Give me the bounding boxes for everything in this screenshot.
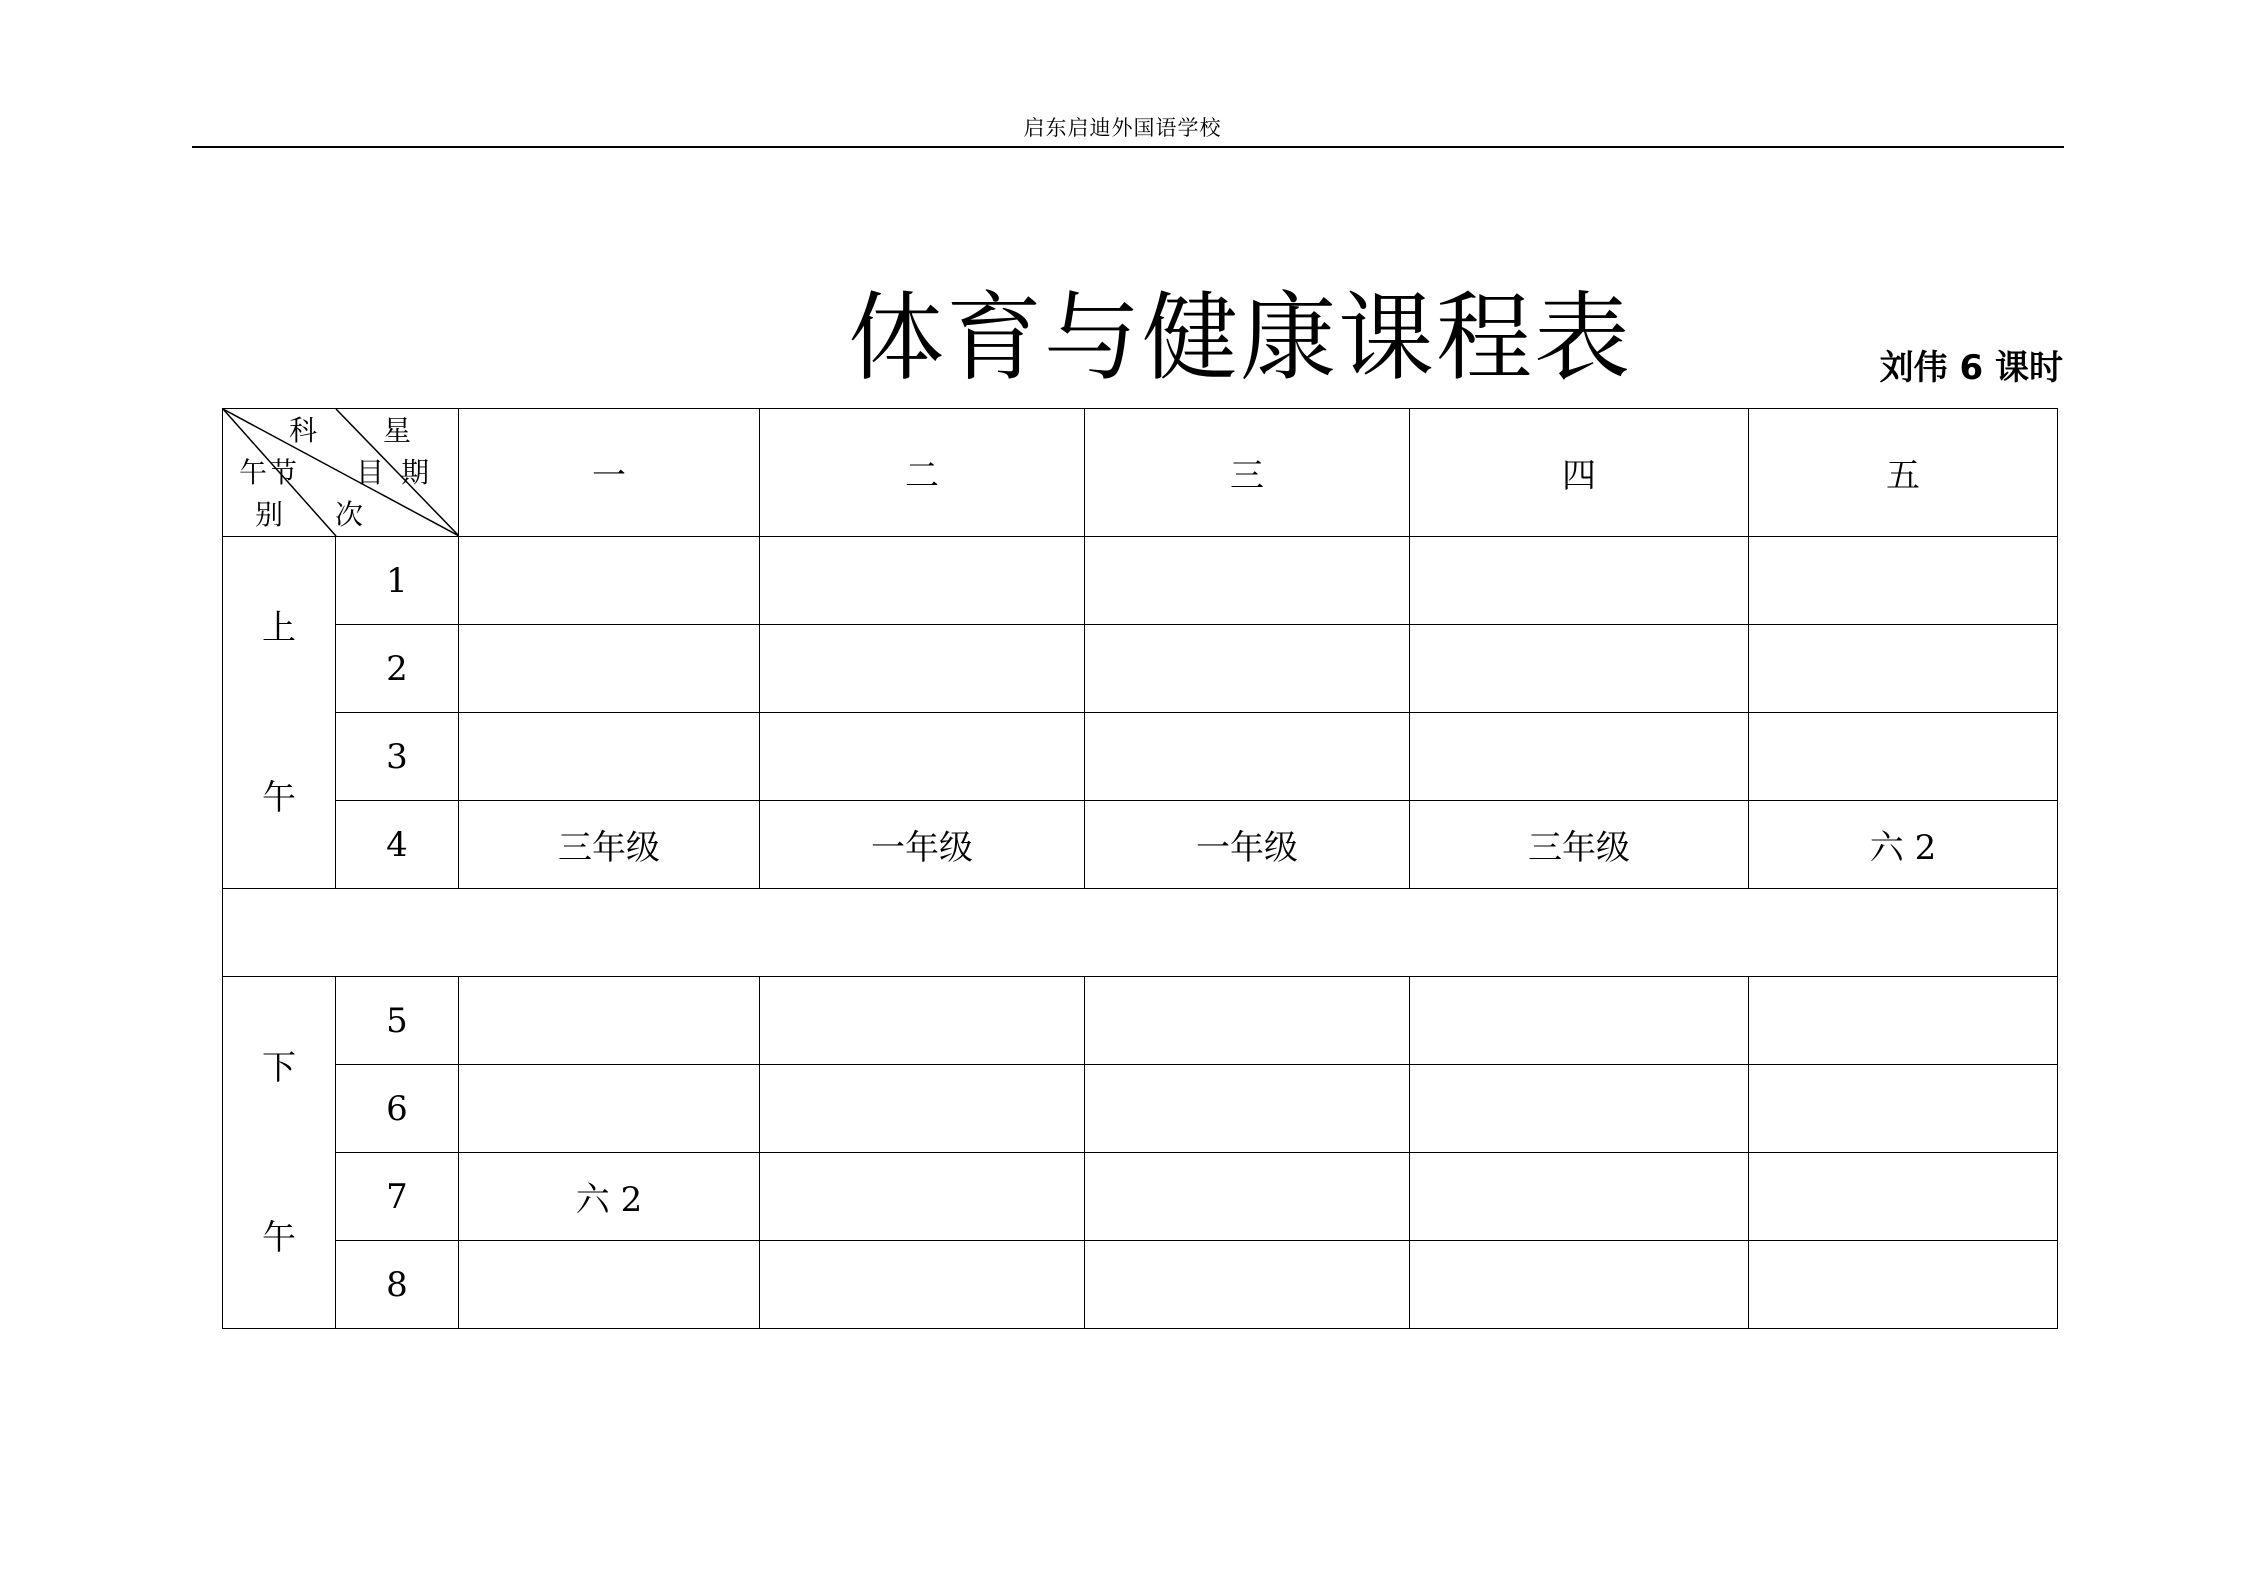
class-cell	[1085, 1153, 1410, 1241]
period-number: 4	[336, 801, 459, 889]
day-header-mon: 一	[459, 409, 760, 537]
session-afternoon	[223, 977, 336, 1329]
class-cell	[1749, 1153, 2058, 1241]
class-cell	[1085, 625, 1410, 713]
class-cell	[1410, 1241, 1749, 1329]
class-cell	[1085, 713, 1410, 801]
class-cell: 三年级	[1410, 801, 1749, 889]
class-cell	[1085, 537, 1410, 625]
class-cell: 六 2	[459, 1153, 760, 1241]
class-cell	[1410, 625, 1749, 713]
table-row	[223, 977, 2058, 1065]
corner-label-ke: 科	[289, 414, 318, 447]
table-row	[223, 713, 2058, 801]
class-cell	[760, 1065, 1085, 1153]
table-row	[223, 1153, 2058, 1241]
header-divider	[192, 146, 2064, 148]
class-cell	[1749, 1065, 2058, 1153]
day-header-wed: 三	[1085, 409, 1410, 537]
day-header-thu: 四	[1410, 409, 1749, 537]
midday-break-row	[223, 889, 2058, 977]
corner-label-mu: 目	[356, 456, 385, 489]
corner-label-qi: 期	[401, 456, 430, 489]
class-cell	[1749, 537, 2058, 625]
session-label-top: 下	[262, 1047, 296, 1088]
session-morning	[223, 537, 336, 889]
teacher-hours: 刘伟 6 课时	[1879, 348, 2063, 388]
period-number: 1	[336, 537, 459, 625]
table-row	[223, 1065, 2058, 1153]
class-cell: 一年级	[1085, 801, 1410, 889]
class-cell: 一年级	[760, 801, 1085, 889]
class-cell	[459, 977, 760, 1065]
session-label-bottom: 午	[262, 1217, 296, 1258]
session-label-bottom: 午	[262, 777, 296, 818]
period-number: 2	[336, 625, 459, 713]
class-cell	[459, 537, 760, 625]
corner-label-bie: 别	[255, 498, 284, 531]
class-cell	[459, 1241, 760, 1329]
period-number: 5	[336, 977, 459, 1065]
table-row	[223, 537, 2058, 625]
class-cell	[1749, 713, 2058, 801]
class-cell	[1749, 1241, 2058, 1329]
class-cell	[1410, 977, 1749, 1065]
class-cell: 六 2	[1749, 801, 2058, 889]
corner-label-wu: 午	[239, 456, 268, 489]
period-number: 3	[336, 713, 459, 801]
class-cell	[760, 977, 1085, 1065]
corner-label-ci: 次	[335, 498, 364, 531]
midday-break-cell	[223, 889, 2058, 977]
class-cell	[1410, 1153, 1749, 1241]
page-title: 体育与健康课程表	[848, 282, 1632, 394]
class-cell	[1410, 1065, 1749, 1153]
class-cell	[459, 625, 760, 713]
class-cell	[760, 625, 1085, 713]
period-number: 8	[336, 1241, 459, 1329]
corner-header-cell	[223, 409, 459, 537]
class-cell	[760, 537, 1085, 625]
class-cell	[1410, 537, 1749, 625]
class-cell	[760, 1241, 1085, 1329]
class-cell	[760, 713, 1085, 801]
corner-label-jie: 节	[269, 456, 298, 489]
period-number: 7	[336, 1153, 459, 1241]
class-cell	[760, 1153, 1085, 1241]
table-row	[223, 801, 2058, 889]
class-cell	[1085, 1065, 1410, 1153]
header-row	[223, 409, 2058, 537]
table-row	[223, 1241, 2058, 1329]
class-cell	[1085, 1241, 1410, 1329]
class-cell	[459, 1065, 760, 1153]
schedule-table	[222, 408, 2058, 1329]
day-header-fri: 五	[1749, 409, 2058, 537]
class-cell	[1410, 713, 1749, 801]
class-cell	[1749, 625, 2058, 713]
session-label-top: 上	[262, 607, 296, 648]
table-row	[223, 625, 2058, 713]
class-cell	[1085, 977, 1410, 1065]
school-name: 启东启迪外国语学校	[1023, 116, 1222, 140]
day-header-tue: 二	[760, 409, 1085, 537]
class-cell	[1749, 977, 2058, 1065]
period-number: 6	[336, 1065, 459, 1153]
class-cell: 三年级	[459, 801, 760, 889]
class-cell	[459, 713, 760, 801]
corner-label-xing: 星	[383, 414, 412, 447]
